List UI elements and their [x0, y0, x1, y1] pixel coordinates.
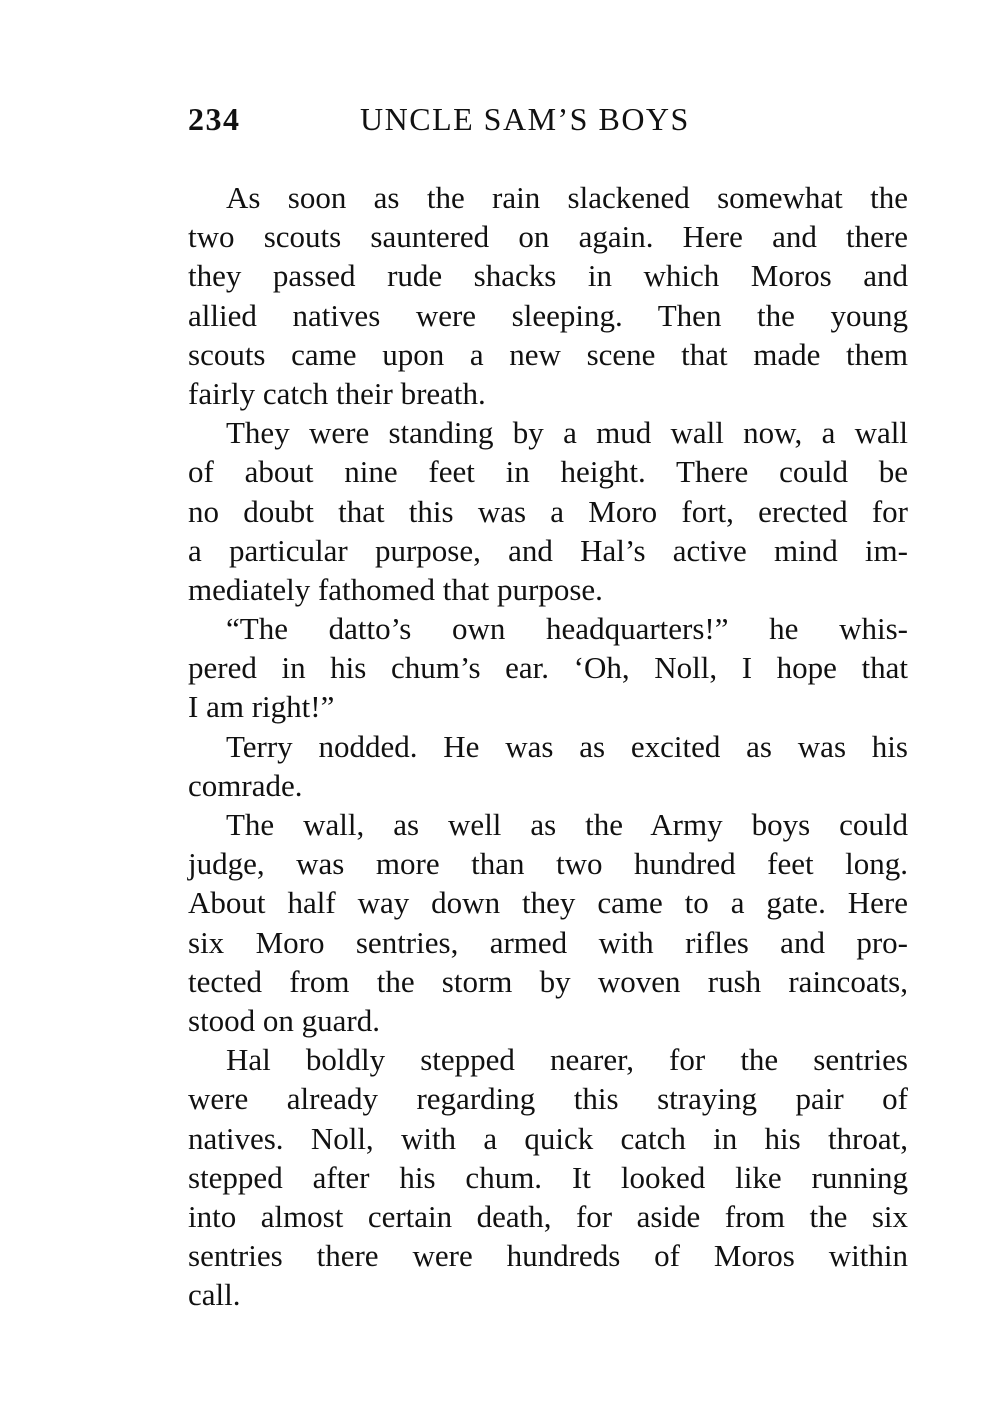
text-line: a particular purpose, and Hal’s active mind im- — [188, 532, 908, 568]
running-head — [188, 96, 908, 142]
text-line: comrade. — [188, 767, 303, 803]
page-number: 234 — [188, 101, 241, 137]
text-line: stood on guard. — [188, 1002, 381, 1038]
text-line: pered in his chum’s ear. ‘Oh, Noll, I hope that — [188, 650, 908, 686]
text-line: were already regarding this straying pair of — [188, 1081, 908, 1117]
text-line: judge, was more than two hundred feet long. — [188, 846, 908, 882]
text-line: six Moro sentries, armed with rifles and pro- — [188, 924, 908, 960]
text-line: two scouts sauntered on again. Here and there — [188, 219, 908, 255]
text-line: into almost certain death, for aside from the six — [188, 1198, 908, 1234]
text-line: I am right!” — [188, 689, 335, 725]
text-line: of about nine feet in height. There could be — [188, 454, 908, 490]
text-line: natives. Noll, with a quick catch in his throat, — [188, 1120, 908, 1156]
text-line: fairly catch their breath. — [188, 375, 486, 411]
text-line: scouts came upon a new scene that made them — [188, 336, 908, 372]
text-line: “The datto’s own headquarters!” he whis- — [226, 611, 908, 647]
book-title: UNCLE SAM’S BOYS — [360, 101, 690, 137]
body-text — [188, 178, 908, 1314]
text-line: they passed rude shacks in which Moros and — [188, 258, 908, 294]
text-line: call. — [188, 1277, 241, 1313]
text-line: Terry nodded. He was as excited as was his — [226, 728, 908, 764]
text-line: About half way down they came to a gate. Here — [188, 885, 908, 921]
text-line: tected from the storm by woven rush raincoats, — [188, 963, 908, 999]
text-line: stepped after his chum. It looked like running — [188, 1159, 908, 1195]
text-line: As soon as the rain slackened somewhat the — [226, 180, 908, 215]
text-line: The wall, as well as the Army boys could — [226, 807, 908, 842]
text-line: mediately fathomed that purpose. — [188, 571, 603, 607]
text-line: sentries there were hundreds of Moros within — [188, 1238, 908, 1274]
text-line: Hal boldly stepped nearer, for the sentries — [226, 1042, 908, 1078]
text-line: allied natives were sleeping. Then the young — [188, 297, 908, 333]
text-line: They were standing by a mud wall now, a wall — [226, 415, 908, 451]
text-line: no doubt that this was a Moro fort, erected for — [188, 493, 908, 529]
